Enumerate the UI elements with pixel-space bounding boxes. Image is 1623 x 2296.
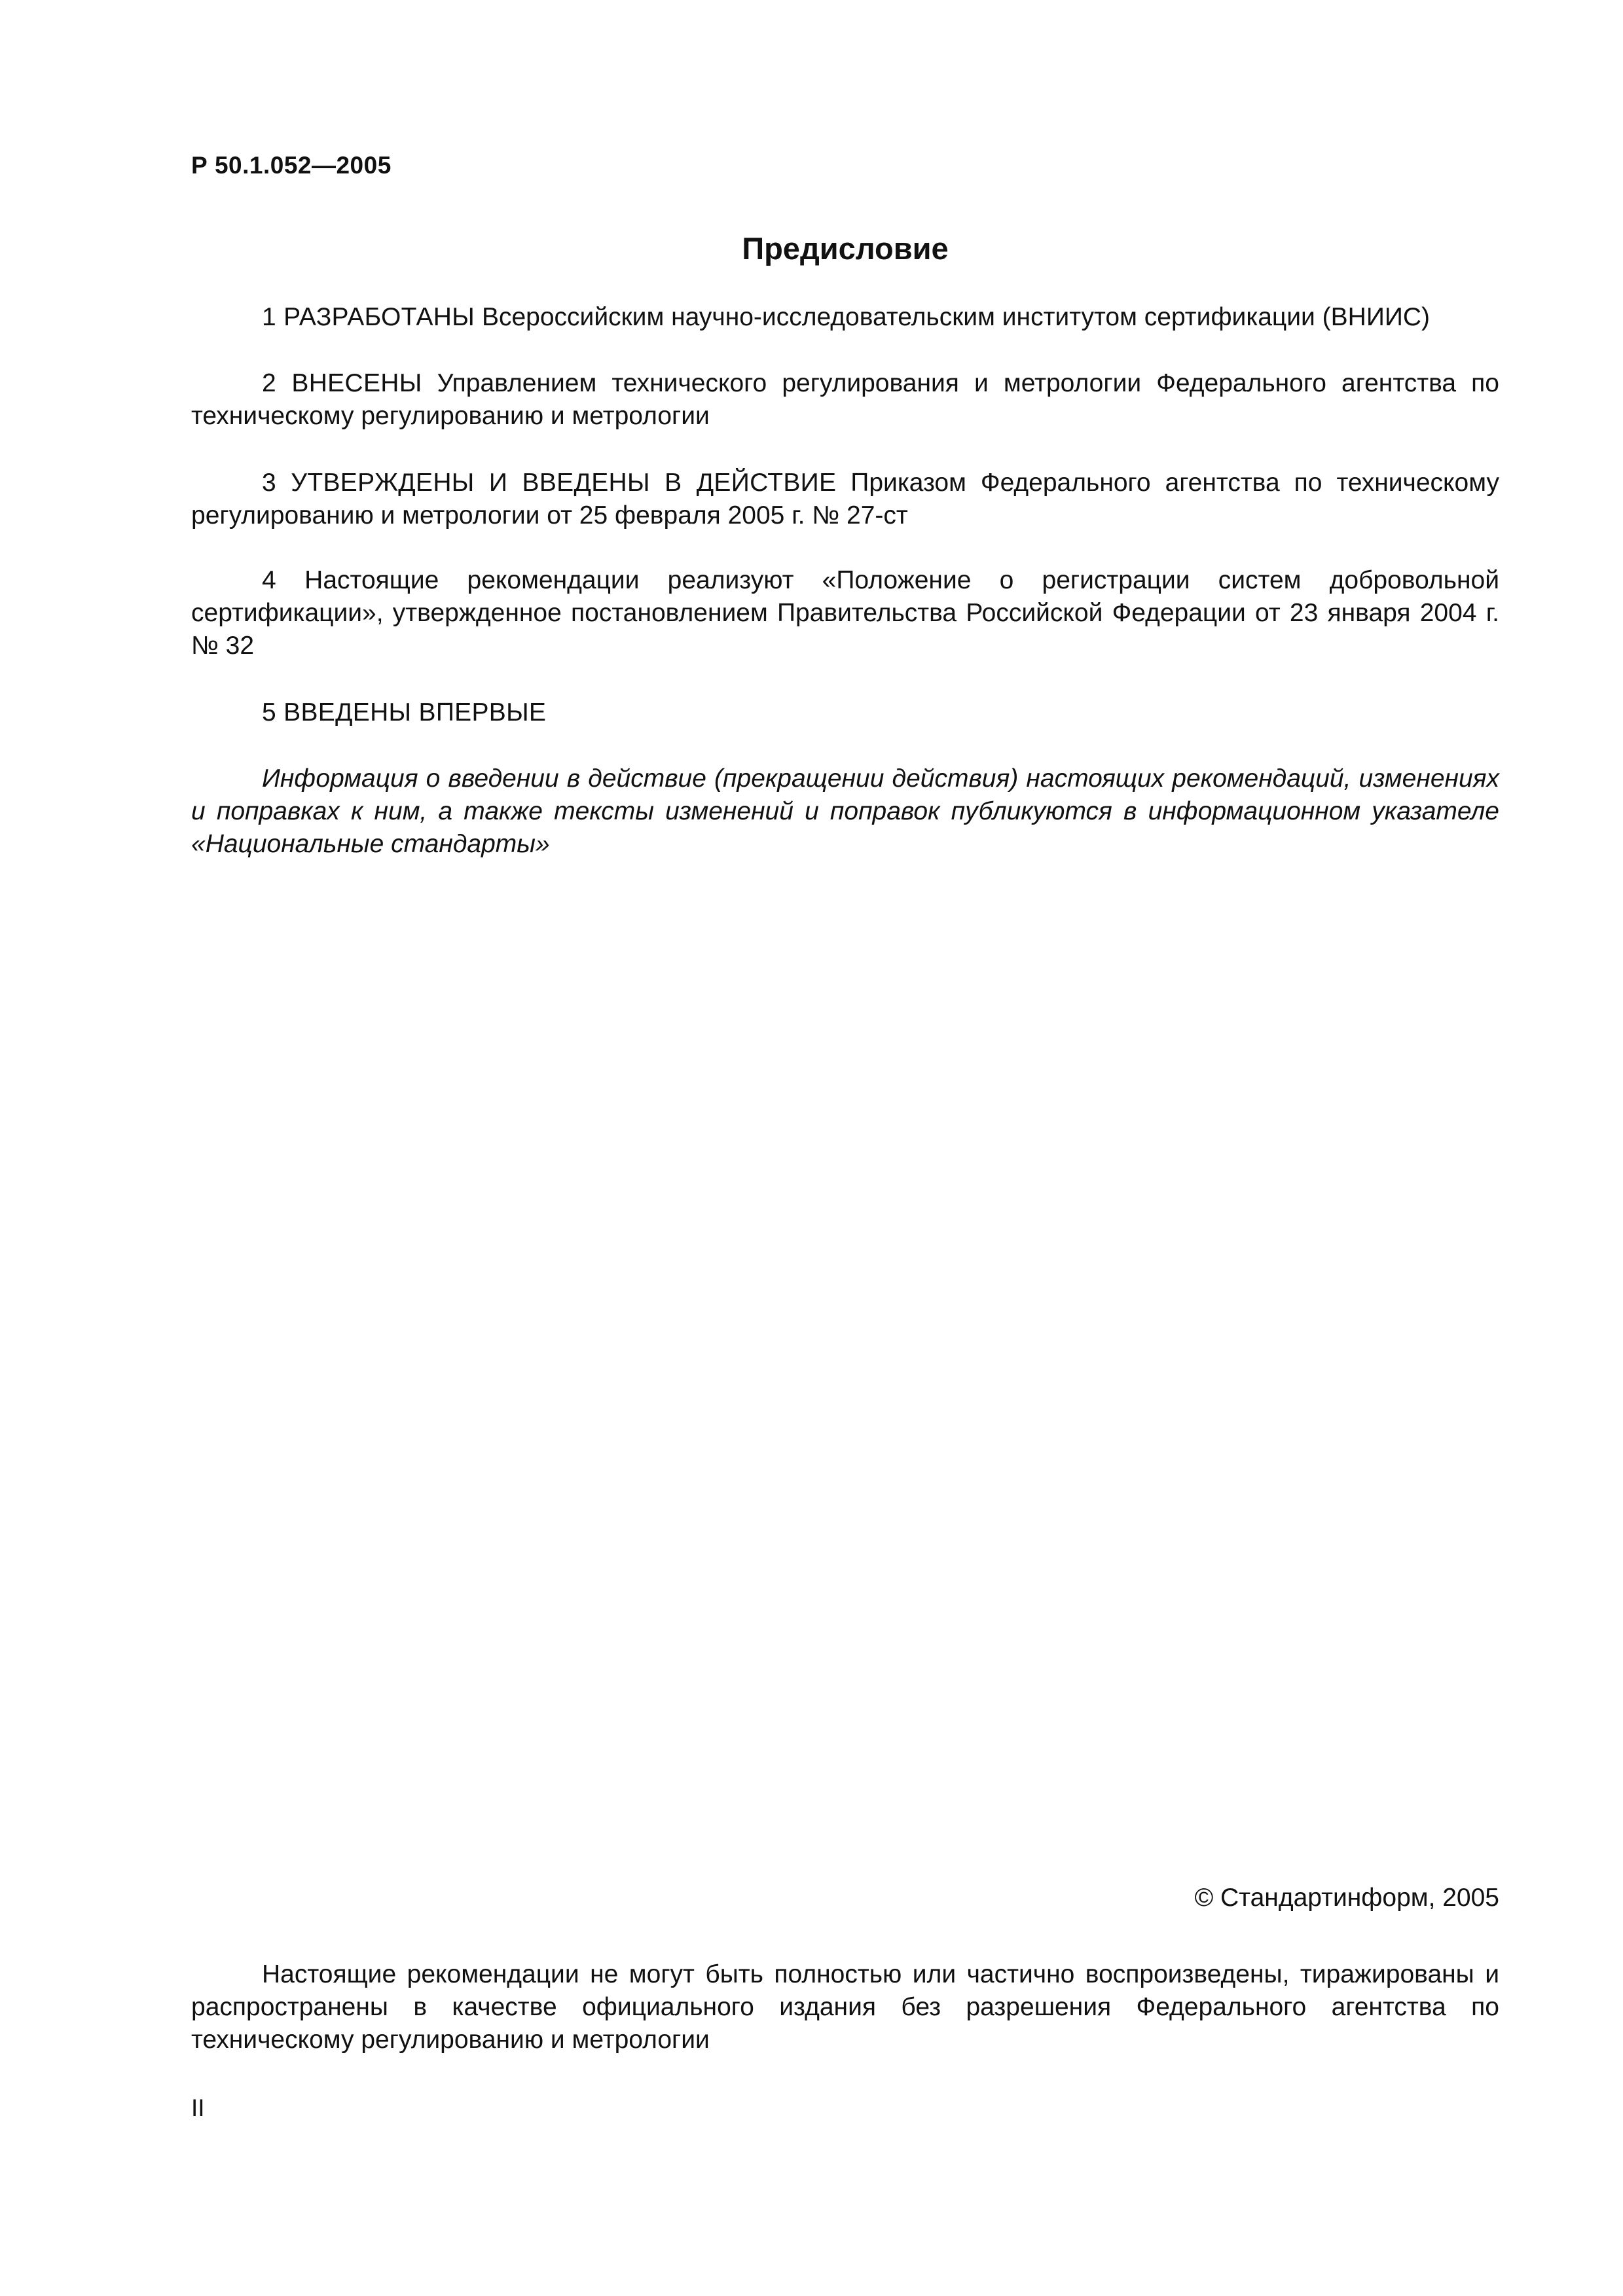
foreword-item-1 <box>191 301 1499 334</box>
foreword-item-4-lead: 4 <box>262 566 276 594</box>
document-code-header: Р 50.1.052—2005 <box>191 152 392 179</box>
foreword-item-1-text: Всероссийским научно-исследовательским институтом сертификации (ВНИИС) <box>475 303 1431 331</box>
page-number: II <box>191 2094 205 2121</box>
foreword-item-3-lead: 3 УТВЕРЖДЕНЫ И ВВЕДЕНЫ В ДЕЙСТВИЕ <box>262 469 837 497</box>
foreword-item-5 <box>191 696 1499 729</box>
copyright-line: © Стандартинформ, 2005 <box>1194 1884 1499 1912</box>
page-title: Предисловие <box>742 231 949 266</box>
reproduction-notice: Настоящие рекомендации не могут быть полностью или частично воспроизведены, тиражированы и распространены в качестве официального издания без разрешения Федерального агентства по техническому регулированию и метрологии <box>191 1960 1499 2054</box>
foreword-item-3 <box>191 467 1499 532</box>
info-note: Информация о введении в действие (прекращении действия) настоящих рекомендаций, изменениях и поправках к ним, а также тексты изменений и поправок публикуются в информационном указателе «Национальные стандарты» <box>191 764 1499 858</box>
foreword-item-4 <box>191 564 1499 662</box>
foreword-item-2-text: Управлением технического регулирования и метрологии Федерального агентства по техническому регулированию и метрологии <box>191 369 1499 430</box>
foreword-item-2-lead: 2 ВНЕСЕНЫ <box>262 369 422 397</box>
foreword-item-1-lead: 1 РАЗРАБОТАНЫ <box>262 303 475 331</box>
foreword-item-5-lead: 5 ВВЕДЕНЫ ВПЕРВЫЕ <box>262 698 547 726</box>
foreword-item-3-text: Приказом Федерального агентства по техническому регулированию и метрологии от 25 февраля 2005 г. № 27-ст <box>191 469 1499 529</box>
foreword-item-2 <box>191 367 1499 433</box>
foreword-item-4-text: Настоящие рекомендации реализуют «Положение о регистрации систем добровольной сертификации», утвержденное постановлением Правительства Российской Федерации от 23 января 2004 г. № 32 <box>191 566 1499 660</box>
